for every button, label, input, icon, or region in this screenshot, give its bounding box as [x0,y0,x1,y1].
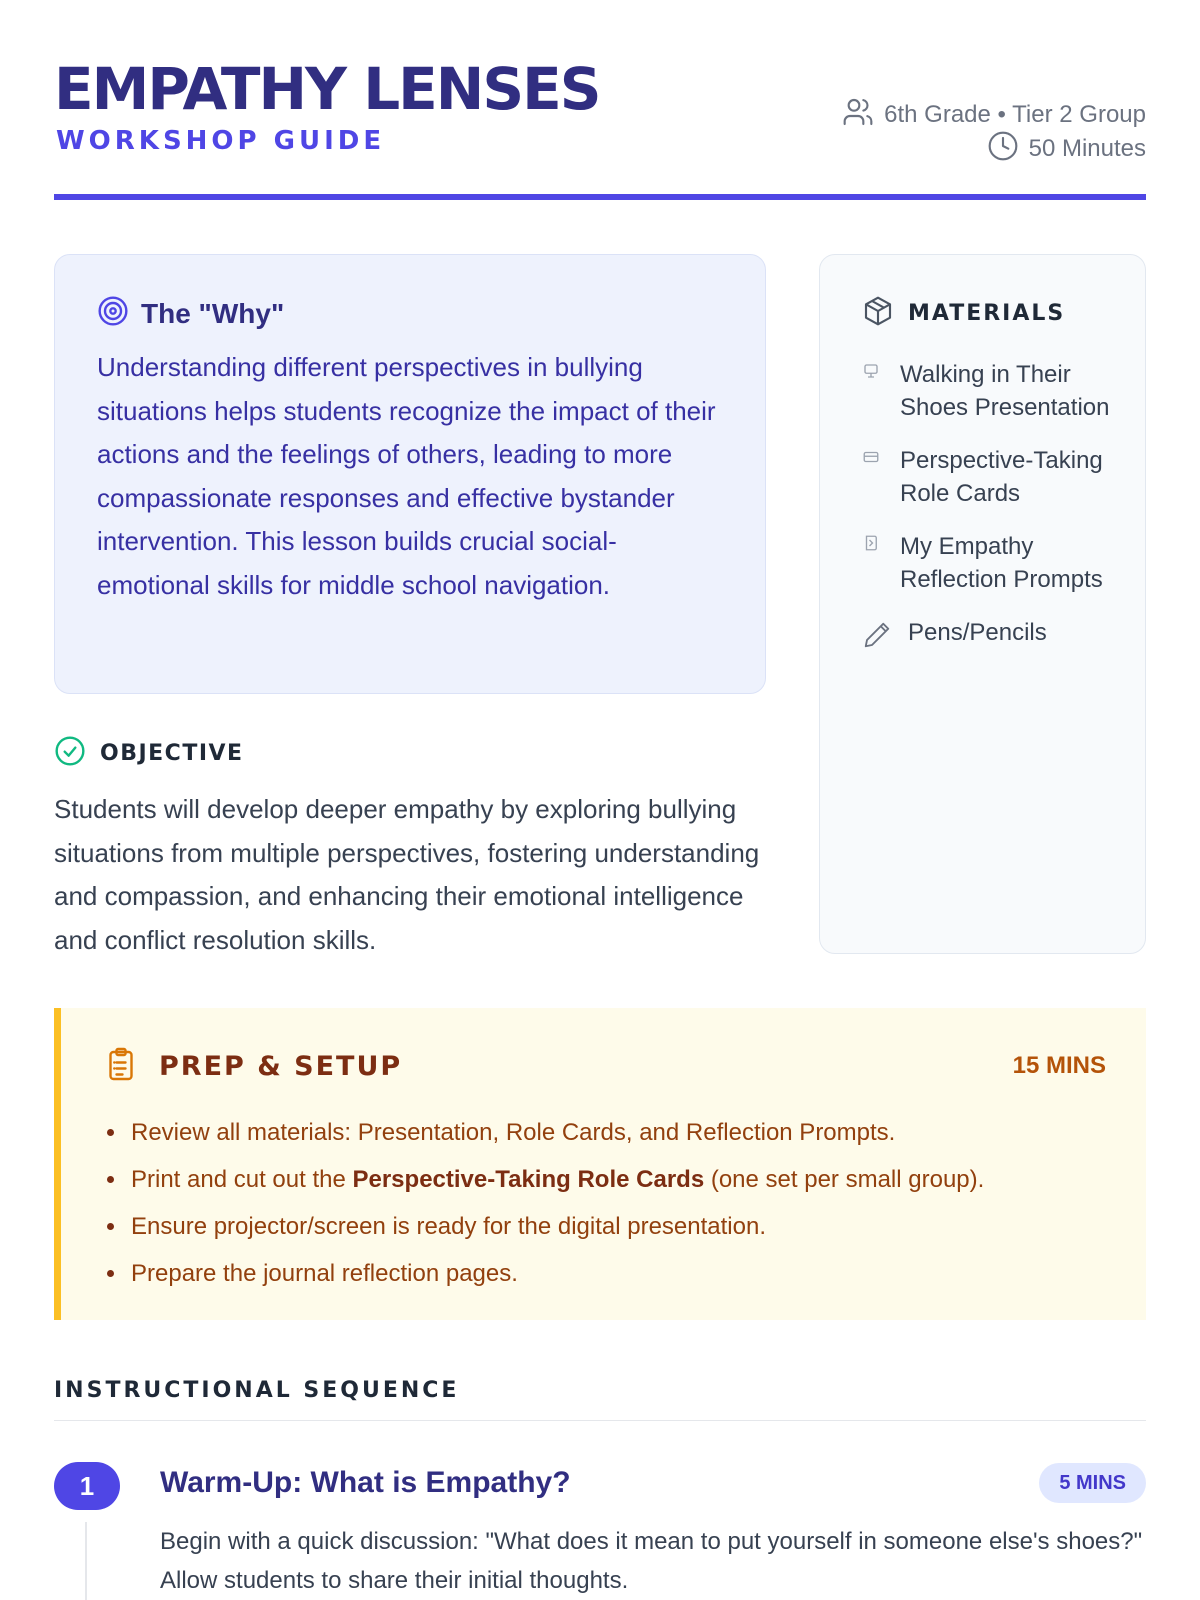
prep-item: Review all materials: Presentation, Role Cards, and Reflection Prompts. [107,1109,1106,1156]
material-item [862,616,1115,655]
why-header [97,295,725,332]
journal-icon [862,530,884,557]
sequence-divider [54,1420,1146,1421]
pencil-icon [862,616,892,655]
material-label: My Empathy Reflection Prompts [900,533,1103,593]
prep-header [103,1046,1106,1087]
step-timeline-line [85,1522,87,1600]
clock-icon [987,130,1019,169]
check-circle-icon [54,735,86,772]
clipboard-icon [103,1046,139,1087]
objective-section [54,735,774,962]
materials-title: MATERIALS [908,301,1066,326]
prep-item: Print and cut out the Perspective-Taking Role Cards (one set per small group). [107,1156,1106,1203]
objective-header [54,735,774,772]
material-label: Walking in Their Shoes Presentation [900,361,1110,421]
header-divider [54,194,1146,200]
sequence-title: INSTRUCTIONAL SEQUENCE [54,1378,460,1403]
objective-text: Students will develop deeper empathy by exploring bullying situations from multiple perspectives, fostering understanding and compassion, and enhancing their emotional intelligence and conflict resolution skills. [54,794,760,955]
target-icon [97,295,129,332]
why-card [54,254,766,694]
prep-item: Prepare the journal reflection pages. [107,1250,1106,1297]
audience-row [842,98,1146,132]
why-title: The "Why" [141,297,285,329]
prep-time-badge: 15 MINS [1012,1052,1106,1079]
card-icon [862,444,884,471]
page-title: EMPATHY LENSES [54,55,600,123]
duration-text: 50 Minutes [1028,135,1146,162]
objective-title: OBJECTIVE [100,741,244,766]
prep-title: PREP & SETUP [159,1051,403,1082]
prep-list [103,1109,1106,1297]
why-text: Understanding different perspectives in bullying situations helps students recognize the impact of their actions and the feelings of others, leading to more compassionate responses and effective bystander intervention. This lesson builds crucial social-emotional skills for middle school navigation. [97,352,716,600]
step-number-badge: 1 [54,1462,120,1510]
package-icon [862,295,894,332]
materials-card [819,254,1146,954]
material-label: Pens/Pencils [908,619,1047,646]
material-label: Perspective-Taking Role Cards [900,447,1103,507]
material-item [862,530,1115,596]
materials-header [862,295,1115,332]
header-meta [842,98,1146,166]
step-time-badge: 5 MINS [1039,1463,1146,1503]
audience-text: 6th Grade • Tier 2 Group [884,101,1146,128]
presentation-icon [862,358,884,385]
step-description: Begin with a quick discussion: "What does it mean to put yourself in someone else's shoes?" Allow students to share their initial thoughts. [160,1528,1143,1594]
users-icon [842,96,874,135]
prep-item: Ensure projector/screen is ready for the digital presentation. [107,1203,1106,1250]
step-title: Warm-Up: What is Empathy? [160,1466,571,1499]
header [54,55,1146,202]
prep-setup-card [54,1008,1146,1320]
material-item [862,358,1115,424]
duration-row [842,132,1146,166]
material-item [862,444,1115,510]
page-subtitle: WORKSHOP GUIDE [56,126,386,156]
